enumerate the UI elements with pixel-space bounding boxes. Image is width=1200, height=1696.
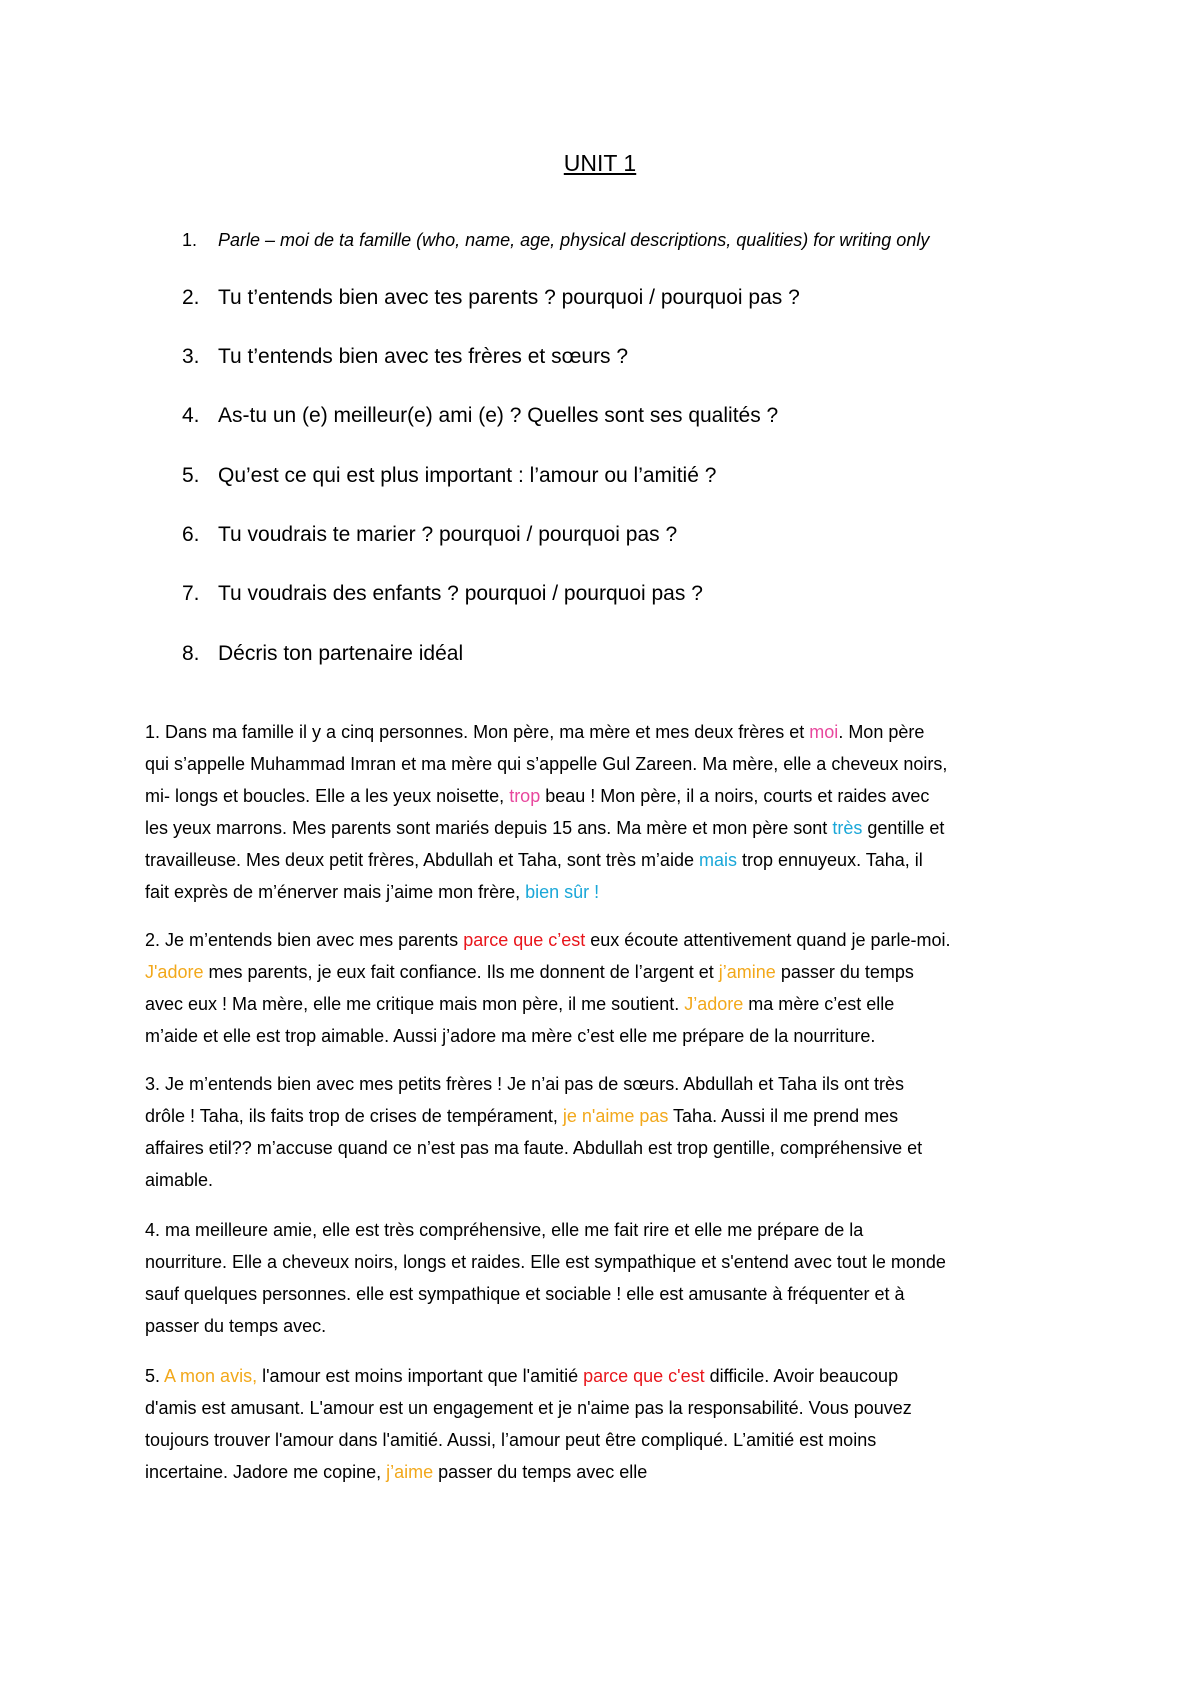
question-text: Tu voudrais te marier ? pourquoi / pourquoi pas ? — [218, 523, 678, 546]
text-run: eux écoute attentivement quand je parle-moi. — [585, 930, 951, 950]
answer-4-paragraph — [145, 1214, 1067, 1342]
question-number: 1. — [182, 230, 198, 250]
highlight-word: trop — [509, 786, 541, 806]
text-run: 2. Je m’entends bien avec mes parents — [145, 930, 464, 950]
highlight-word: mais — [698, 850, 737, 870]
text-run: Taha. Aussi il me prend mes — [668, 1106, 899, 1126]
text-run: . Mon père — [838, 722, 925, 742]
text-line — [145, 988, 1067, 1020]
text-line — [145, 780, 1067, 812]
text-line — [145, 844, 1067, 876]
text-run: passer du temps avec elle — [433, 1462, 648, 1482]
text-run: ma mère c’est elle — [743, 994, 895, 1014]
question-number: 4. — [182, 404, 200, 427]
answer-5-paragraph — [145, 1360, 1067, 1488]
text-run: passer du temps — [775, 962, 914, 982]
text-line: affaires etil?? m’accuse quand ce n’est pas ma faute. Abdullah est trop gentille, compréhensive et — [145, 1138, 923, 1158]
question-text: Tu t’entends bien avec tes frères et sœurs ? — [218, 345, 629, 368]
text-line: 3. Je m’entends bien avec mes petits frères ! Je n’ai pas de sœurs. Abdullah et Taha ils ont très — [145, 1074, 905, 1094]
question-text: Tu voudrais des enfants ? pourquoi / pourquoi pas ? — [218, 582, 703, 605]
text-line: passer du temps avec. — [145, 1316, 327, 1336]
text-run: mes parents, je eux fait confiance. Ils me donnent de l’argent et — [203, 962, 719, 982]
text-run: incertaine. Jadore me copine, — [145, 1462, 387, 1482]
text-line — [145, 876, 1067, 908]
text-run: mi- longs et boucles. Elle a les yeux noisette, — [145, 786, 510, 806]
text-run: trop ennuyeux. Taha, il — [736, 850, 923, 870]
text-line: toujours trouver l'amour dans l'amitié. Aussi, l’amour peut être compliqué. L’amitié est moins — [145, 1430, 877, 1450]
text-line — [145, 924, 1067, 956]
text-line — [145, 1456, 1067, 1488]
text-run: gentille et — [862, 818, 945, 838]
text-line — [145, 956, 1067, 988]
highlight-word: A mon avis, — [164, 1366, 258, 1386]
text-line — [145, 812, 1067, 844]
question-number: 6. — [182, 523, 200, 546]
highlight-word: très — [832, 818, 863, 838]
answer-3-paragraph — [145, 1068, 1067, 1196]
highlight-word: j’amine — [718, 962, 776, 982]
page-title: UNIT 1 — [563, 150, 637, 176]
question-text: Tu t’entends bien avec tes parents ? pourquoi / pourquoi pas ? — [218, 286, 800, 309]
answer-2-paragraph — [145, 924, 1067, 1052]
question-number: 7. — [182, 582, 200, 605]
text-line: m’aide et elle est trop aimable. Aussi j’adore ma mère c’est elle me prépare de la nourriture. — [145, 1026, 876, 1046]
text-run: difficile. Avoir beaucoup — [704, 1366, 899, 1386]
highlight-word: bien sûr ! — [525, 882, 600, 902]
text-line — [145, 716, 1067, 748]
highlight-word: J'adore — [145, 962, 204, 982]
question-number: 5. — [182, 464, 200, 487]
text-line: d'amis est amusant. L'amour est un engagement et je n'aime pas la responsabilité. Vous pouvez — [145, 1398, 912, 1418]
highlight-word: moi — [809, 722, 839, 742]
question-text: As-tu un (e) meilleur(e) ami (e) ? Quelles sont ses qualités ? — [218, 404, 779, 427]
question-number: 8. — [182, 642, 200, 665]
text-line: 4. ma meilleure amie, elle est très compréhensive, elle me fait rire et elle me prépare de la — [145, 1220, 864, 1240]
text-line: sauf quelques personnes. elle est sympathique et sociable ! elle est amusante à fréquenter et à — [145, 1284, 905, 1304]
answer-1-paragraph — [145, 716, 1067, 908]
text-line: aimable. — [145, 1170, 214, 1190]
question-number: 3. — [182, 345, 200, 368]
text-run: l'amour est moins important que l'amitié — [257, 1366, 584, 1386]
text-line — [145, 1360, 1067, 1392]
question-text: Parle – moi de ta famille (who, name, age, physical descriptions, qualities) for writing only — [218, 230, 930, 250]
text-run: travailleuse. Mes deux petit frères, Abdullah et Taha, sont très m’aide — [145, 850, 699, 870]
highlight-word: J’adore — [684, 994, 744, 1014]
text-line — [145, 1100, 1067, 1132]
highlight-word: je n'aime pas — [562, 1106, 669, 1126]
text-line: qui s’appelle Muhammad Imran et ma mère qui s’appelle Gul Zareen. Ma mère, elle a cheveux noirs, — [145, 754, 948, 774]
highlight-word: parce que c’est — [463, 930, 586, 950]
question-text: Décris ton partenaire idéal — [218, 642, 464, 665]
highlight-word: j’aime — [386, 1462, 434, 1482]
text-run: fait exprès de m’énerver mais j’aime mon frère, — [145, 882, 526, 902]
highlight-word: parce que c'est — [583, 1366, 705, 1386]
text-run: les yeux marrons. Mes parents sont mariés depuis 15 ans. Ma mère et mon père sont — [145, 818, 833, 838]
text-run: drôle ! Taha, ils faits trop de crises de tempérament, — [145, 1106, 563, 1126]
question-number: 2. — [182, 286, 200, 309]
text-run: 1. Dans ma famille il y a cinq personnes. Mon père, ma mère et mes deux frères et — [145, 722, 810, 742]
text-line: nourriture. Elle a cheveux noirs, longs et raides. Elle est sympathique et s'entend avec tout le monde — [145, 1252, 946, 1272]
text-run: avec eux ! Ma mère, elle me critique mais mon père, il me soutient. — [145, 994, 685, 1014]
text-run: 5. — [145, 1366, 165, 1386]
text-run: beau ! Mon père, il a noirs, courts et raides avec — [540, 786, 930, 806]
question-text: Qu’est ce qui est plus important : l’amour ou l’amitié ? — [218, 464, 717, 487]
